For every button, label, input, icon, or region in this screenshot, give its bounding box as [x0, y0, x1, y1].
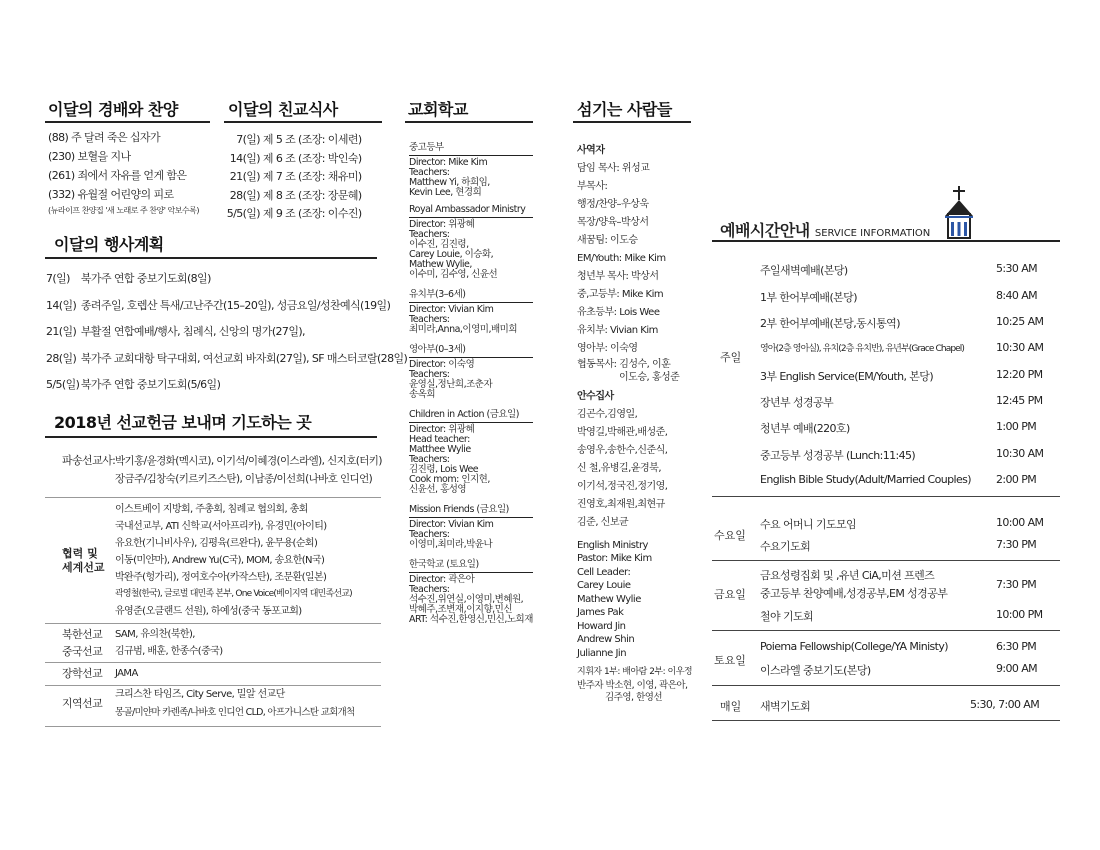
deacon-item: 이기석,정국진,정기영,	[577, 481, 668, 492]
church-icon	[937, 184, 981, 240]
nk-label: 북한선교	[62, 628, 103, 641]
staff-item: 청년부 목사: 박상서	[577, 271, 659, 282]
local-line: 몽골/미얀마 카렌족/나바호 인디언 CLD, 아프가니스탄 교회개척	[115, 707, 355, 718]
fellowship-row	[222, 205, 362, 224]
event-text: 부활절 연합예배/행사, 침례식, 신앙의 명가(27일),	[80, 325, 305, 338]
coop-item: 이스트베이 지방회, 주총회, 침례교 협의회, 총회	[115, 504, 308, 515]
school-title: 교회학교	[408, 100, 468, 119]
fellowship-text: 제 9 조 (조장: 이수진)	[262, 207, 362, 220]
school-section	[409, 556, 533, 625]
service-time: 9:00 AM	[996, 662, 1038, 675]
event-text: 북가주 연합 중보기도회(5/6일)	[80, 378, 221, 391]
service-time: 7:30 PM	[996, 538, 1037, 551]
china-label: 중국선교	[62, 645, 103, 658]
nk-text: SAM, 유의찬(북한),	[115, 629, 195, 640]
section-name: Children in Action (금요일)	[409, 406, 533, 423]
hymn-item: (230) 보혈을 지나	[48, 150, 131, 163]
service-name: 영아(2층 영아실), 유치(2층 유치반), 유년부(Grace Chapel)	[760, 344, 964, 354]
service-time: 10:25 AM	[996, 315, 1044, 328]
hymn-item: (332) 유월절 어린양의 피로	[48, 188, 174, 201]
accompanist-line: 김주영, 한영선	[605, 692, 663, 703]
service-name: English Bible Study(Adult/Married Couples)	[760, 473, 971, 486]
service-name: 수요 어머니 기도모임	[760, 518, 857, 531]
service-time: 5:30 AM	[996, 262, 1038, 275]
deacon-item: 김곤수,김영일,	[577, 409, 638, 420]
deacons-header: 안수집사	[577, 391, 614, 402]
event-date: 28(일)	[46, 351, 77, 365]
english-item: Andrew Shin	[577, 634, 635, 645]
service-time: 10:00 PM	[996, 608, 1043, 621]
divider	[712, 496, 1060, 497]
english-item: Pastor: Mike Kim	[577, 553, 652, 564]
divider	[45, 623, 381, 624]
event-date: 14(일)	[46, 298, 77, 312]
conductor-line: 지휘자 1부: 배아람 2부: 이우정	[577, 667, 693, 677]
service-name: 철야 기도회	[760, 610, 814, 623]
service-name: Poiema Fellowship(College/YA Ministy)	[760, 640, 948, 653]
service-name: 3부 English Service(EM/Youth, 본당)	[760, 370, 934, 383]
school-section	[409, 501, 533, 550]
event-date: 21(일)	[46, 325, 77, 338]
event-text: 종려주일, 호렙산 특새/고난주간(15–20일), 성금요일/성찬예식(19일)	[80, 298, 391, 312]
divider	[45, 662, 381, 663]
fellowship-title: 이달의 친교식사	[228, 100, 338, 119]
coop-list	[115, 501, 352, 620]
school-section	[409, 286, 533, 335]
staff-item: 부목사:	[577, 181, 608, 192]
fellowship-row	[222, 131, 362, 150]
deacon-item: 김준, 신보균	[577, 517, 629, 528]
deacon-item: 진영호,최재원,최현규	[577, 499, 665, 510]
day-label: 매일	[720, 700, 742, 713]
missionaries-line: 장금주/김창숙(키르키즈스탄), 이남종/이선희(나바호 인디언)	[115, 473, 373, 485]
english-item: Mathew Wylie	[577, 593, 641, 605]
coop-label: 협력 및 세계선교	[62, 547, 105, 574]
school-section	[409, 341, 533, 400]
service-time: 10:30 AM	[996, 447, 1044, 460]
hymns-title: 이달의 경배와 찬양	[48, 100, 178, 119]
day-label: 주일	[720, 351, 742, 364]
service-time: 1:00 PM	[996, 420, 1037, 433]
section-name: 영아부(0–3세)	[409, 341, 533, 358]
events-title: 이달의 행사계획	[54, 235, 164, 254]
service-name: 수요기도회	[760, 540, 811, 553]
missionaries-label: 파송선교사:	[62, 454, 116, 467]
section-name: 한국학교 (토요일)	[409, 556, 533, 573]
service-name: 중고등부 성경공부 (Lunch:11:45)	[760, 449, 916, 462]
missionaries-line: 박기홍/윤경화(멕시코), 이기석/이혜경(이스라엘), 신지호(터키)	[115, 455, 382, 467]
service-time: 2:00 PM	[996, 473, 1037, 486]
coop-item: 박완주(헝가리), 정여호수아(카작스탄), 조문환(일본)	[115, 572, 327, 583]
divider	[712, 685, 1060, 686]
divider	[45, 257, 377, 259]
divider	[45, 436, 377, 438]
school-sections	[409, 139, 533, 631]
staff-item: 행정/찬양–우상욱	[577, 199, 649, 210]
coop-item: 유요한(기니비사우), 김평육(르완다), 윤무용(순회)	[115, 538, 318, 549]
divider	[573, 121, 691, 123]
section-body: Director: Vivian Kim Teachers: 이영미,최미라,박윤나	[409, 519, 494, 550]
section-body: Director: 위광혜 Head teacher: Matthee Wylie Teachers: 김진령, Lois Wee Cook mom: 인지현, 신윤선, 홍성영	[409, 424, 490, 495]
fellowship-row	[222, 150, 362, 169]
accompanist-line: 반주자 박소현, 이영, 곽은아,	[577, 680, 688, 691]
service-name: 청년부 예배(220호)	[760, 422, 850, 435]
staff-header: 사역자	[577, 145, 605, 156]
event-text: 북가주 연합 중보기도회(8일)	[80, 272, 211, 285]
school-section	[409, 139, 533, 198]
event-date: 7(일)	[46, 272, 70, 285]
hymns-note: (뉴라이프 찬양집 '새 노래로 주 찬양' 악보수록)	[48, 206, 200, 215]
section-body: Director: Vivian Kim Teachers: 최미라,Anna,이영미,배미희	[409, 304, 518, 335]
english-item: Julianne Jin	[577, 647, 627, 659]
section-body: Director: 이숙영 Teachers: 윤영실,정난희,조춘자 송옥희	[409, 359, 493, 400]
deacon-item: 신 철,유병길,윤경북,	[577, 463, 661, 474]
service-time: 10:00 AM	[996, 516, 1044, 529]
fellowship-row	[222, 187, 362, 206]
event-row	[46, 346, 407, 373]
service-time: 6:30 PM	[996, 640, 1037, 653]
divider	[45, 497, 381, 498]
staff-item: 중,고등부: Mike Kim	[577, 289, 664, 300]
servants-title: 섬기는 사람들	[577, 100, 672, 119]
hymns-list	[48, 128, 199, 218]
service-time: 10:30 AM	[996, 341, 1044, 354]
fellowship-text: 제 5 조 (조장: 이세련)	[262, 133, 362, 146]
staff-item: 담임 목사: 위성교	[577, 163, 650, 174]
fellowship-text: 제 7 조 (조장: 채유미)	[262, 170, 362, 183]
event-date: 5/5(일)	[46, 378, 80, 391]
hymn-item: (261) 죄에서 자유를 얻게 함은	[48, 169, 187, 182]
english-item: Howard Jin	[577, 620, 626, 632]
coop-item: 유영준(오클랜드 선원), 하예성(중국 동포교회)	[115, 606, 302, 617]
staff-item: 유치부: Vivian Kim	[577, 325, 658, 336]
coop-item: 국내선교부, ATI 신학교(서아프리카), 유경민(아이티)	[115, 521, 327, 532]
service-name: 중고등부 찬양예배,성경공부,EM 성경공부	[760, 587, 948, 600]
events-list	[46, 266, 407, 399]
english-item: Cell Leader:	[577, 566, 631, 578]
coop-item: 곽영철(한국), 글로벌 대민족 본부, One Voice(베이지역 대민족선교)	[115, 589, 352, 599]
deacon-item: 박영길,박해관,배성준,	[577, 427, 668, 438]
divider	[45, 726, 381, 727]
staff-item: 유초등부: Lois Wee	[577, 307, 660, 318]
staff-item: 협동목사: 김성수, 이훈	[577, 359, 671, 370]
service-time: 5:30, 7:00 AM	[970, 698, 1040, 711]
event-row	[46, 293, 407, 320]
staff-item: 목장/양육–박상서	[577, 217, 649, 228]
section-name: Royal Ambassador Ministry	[409, 204, 533, 218]
service-name: 1부 한어부예배(본당)	[760, 291, 857, 304]
local-label: 지역선교	[62, 697, 103, 710]
service-title-en: SERVICE INFORMATION	[814, 228, 931, 239]
staff-item: 영아부: 이숙영	[577, 343, 638, 354]
school-section	[409, 204, 533, 280]
section-name: 유치부(3–6세)	[409, 286, 533, 303]
staff-item: EM/Youth: Mike Kim	[577, 253, 666, 264]
event-row	[46, 319, 407, 346]
fellowship-text: 제 8 조 (조장: 장문혜)	[262, 188, 362, 202]
coop-item: 이동(미얀마), Andrew Yu(C국), MOM, 송요한(N국)	[115, 555, 325, 566]
day-label: 금요일	[714, 588, 746, 601]
service-time: 8:40 AM	[996, 289, 1038, 302]
event-row	[46, 266, 407, 293]
section-body: Director: Mike Kim Teachers: Matthew Yi, 하희임, Kevin Lee, 현경희	[409, 157, 490, 198]
english-item: Carey Louie	[577, 580, 631, 591]
event-text: 북가주 교회대항 탁구대회, 여선교회 바자회(27일), SF 매스터코랄(28일)	[80, 351, 408, 365]
servants-list	[577, 142, 692, 704]
service-name: 새벽기도회	[760, 700, 811, 713]
fellowship-date: 21(일)	[229, 170, 260, 183]
english-header: English Ministry	[577, 540, 648, 551]
fellowship-date: 28(일)	[229, 188, 260, 202]
divider	[712, 560, 1060, 561]
fellowship-list	[222, 131, 362, 224]
fellowship-text: 제 6 조 (조장: 박인숙)	[262, 151, 362, 165]
deacon-item: 송영우,송한수,신준식,	[577, 445, 668, 456]
service-name: 금요성령집회 및 ,유년 CiA,미션 프렌즈	[760, 569, 935, 582]
fellowship-date: 7(일)	[236, 133, 260, 146]
divider	[45, 121, 210, 123]
staff-item: 이도승, 홍성준	[619, 372, 680, 383]
missions-title: 2018년 선교헌금 보내며 기도하는 곳	[54, 413, 312, 432]
service-time: 12:45 PM	[996, 394, 1043, 407]
service-time: 12:20 PM	[996, 368, 1043, 381]
local-line: 크리스찬 타임즈, City Serve, 밀알 선교단	[115, 689, 285, 700]
divider	[224, 121, 382, 123]
fellowship-date: 14(일)	[229, 151, 260, 165]
divider	[712, 630, 1060, 631]
event-row	[46, 372, 407, 399]
service-title-ko: 예배시간안내	[720, 221, 810, 240]
service-name: 장년부 성경공부	[760, 396, 834, 409]
service-name: 주일새벽예배(본당)	[760, 264, 848, 277]
section-name: Mission Friends (금요일)	[409, 501, 533, 518]
disabled-label: 장학선교	[62, 667, 103, 680]
fellowship-row	[222, 168, 362, 187]
divider	[712, 240, 1060, 242]
service-name: 2부 한어부예배(본당,동시통역)	[760, 317, 900, 330]
divider	[405, 121, 533, 123]
service-name: 이스라엘 중보기도(본당)	[760, 664, 871, 677]
section-body: Director: 위광혜 Teachers: 이수진, 김진령, Carey Louie, 이승화, Mathew Wylie, 이수미, 김수영, 신윤선	[409, 219, 498, 280]
section-body: Director: 곽은아 Teachers: 석수진,위연실,이영미,변혜원, 박혜주,조변재,이지향,민신 ART: 석수진,한영신,민신,노희재	[409, 574, 533, 625]
day-label: 수요일	[714, 529, 746, 542]
china-text: 김규범, 배훈, 한종수(중국)	[115, 646, 223, 657]
divider	[712, 720, 1060, 721]
service-time: 7:30 PM	[996, 578, 1037, 591]
day-label: 토요일	[714, 654, 746, 667]
service-title	[720, 218, 930, 241]
fellowship-date: 5/5(일)	[226, 207, 260, 220]
section-name: 중고등부	[409, 139, 533, 156]
hymn-item: (88) 주 달려 죽은 십자가	[48, 131, 160, 144]
disabled-text: JAMA	[115, 668, 138, 679]
school-section	[409, 406, 533, 495]
staff-item: 새꿈팀: 이도승	[577, 235, 638, 246]
english-item: James Pak	[577, 607, 624, 618]
